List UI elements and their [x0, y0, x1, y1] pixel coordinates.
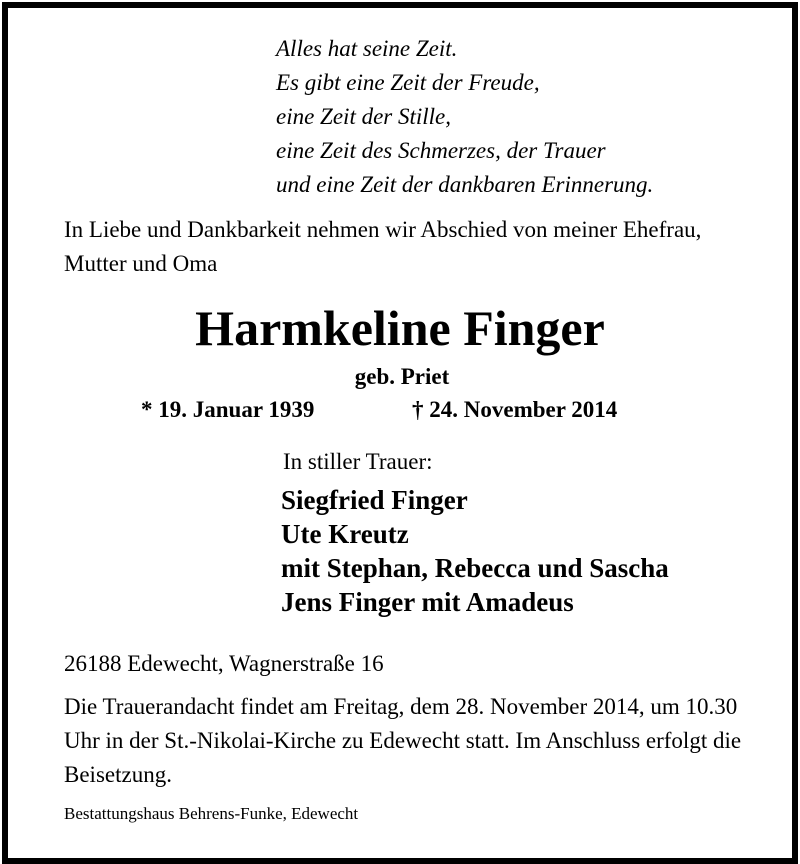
poem-line: Es gibt eine Zeit der Freude, — [276, 70, 540, 95]
maiden-name: geb. Priet — [354, 364, 450, 389]
death-date: † 24. November 2014 — [412, 397, 618, 422]
poem-line: eine Zeit der Stille, — [276, 104, 452, 129]
mourners-list — [281, 483, 669, 619]
poem-line: und eine Zeit der dankbaren Erinnerung. — [276, 172, 654, 197]
birth-date: * 19. Januar 1939 — [141, 397, 315, 422]
service-info: Die Trauerandacht findet am Freitag, dem 28. November 2014, um 10.30 Uhr in der St.-Nikolai-Kirche zu Edewecht statt. Im Anschluss erfolgt die Beisetzung. — [64, 694, 742, 787]
mourner-name: mit Stephan, Rebecca und Sascha — [281, 553, 669, 583]
poem-line: eine Zeit des Schmerzes, der Trauer — [276, 138, 606, 163]
poem — [276, 32, 653, 202]
mourner-name: Ute Kreutz — [281, 519, 409, 549]
mourner-name: Siegfried Finger — [281, 485, 468, 515]
intro-text: In Liebe und Dankbarkeit nehmen wir Abschied von meiner Ehefrau, Mutter und Oma — [64, 217, 702, 276]
poem-line: Alles hat seine Zeit. — [276, 36, 458, 61]
address: 26188 Edewecht, Wagnerstraße 16 — [64, 651, 384, 676]
mourner-name: Jens Finger mit Amadeus — [281, 587, 574, 617]
mourning-label: In stiller Trauer: — [283, 449, 433, 474]
funeral-home: Bestattungshaus Behrens-Funke, Edewecht — [64, 804, 359, 823]
deceased-name: Harmkeline Finger — [195, 300, 605, 356]
